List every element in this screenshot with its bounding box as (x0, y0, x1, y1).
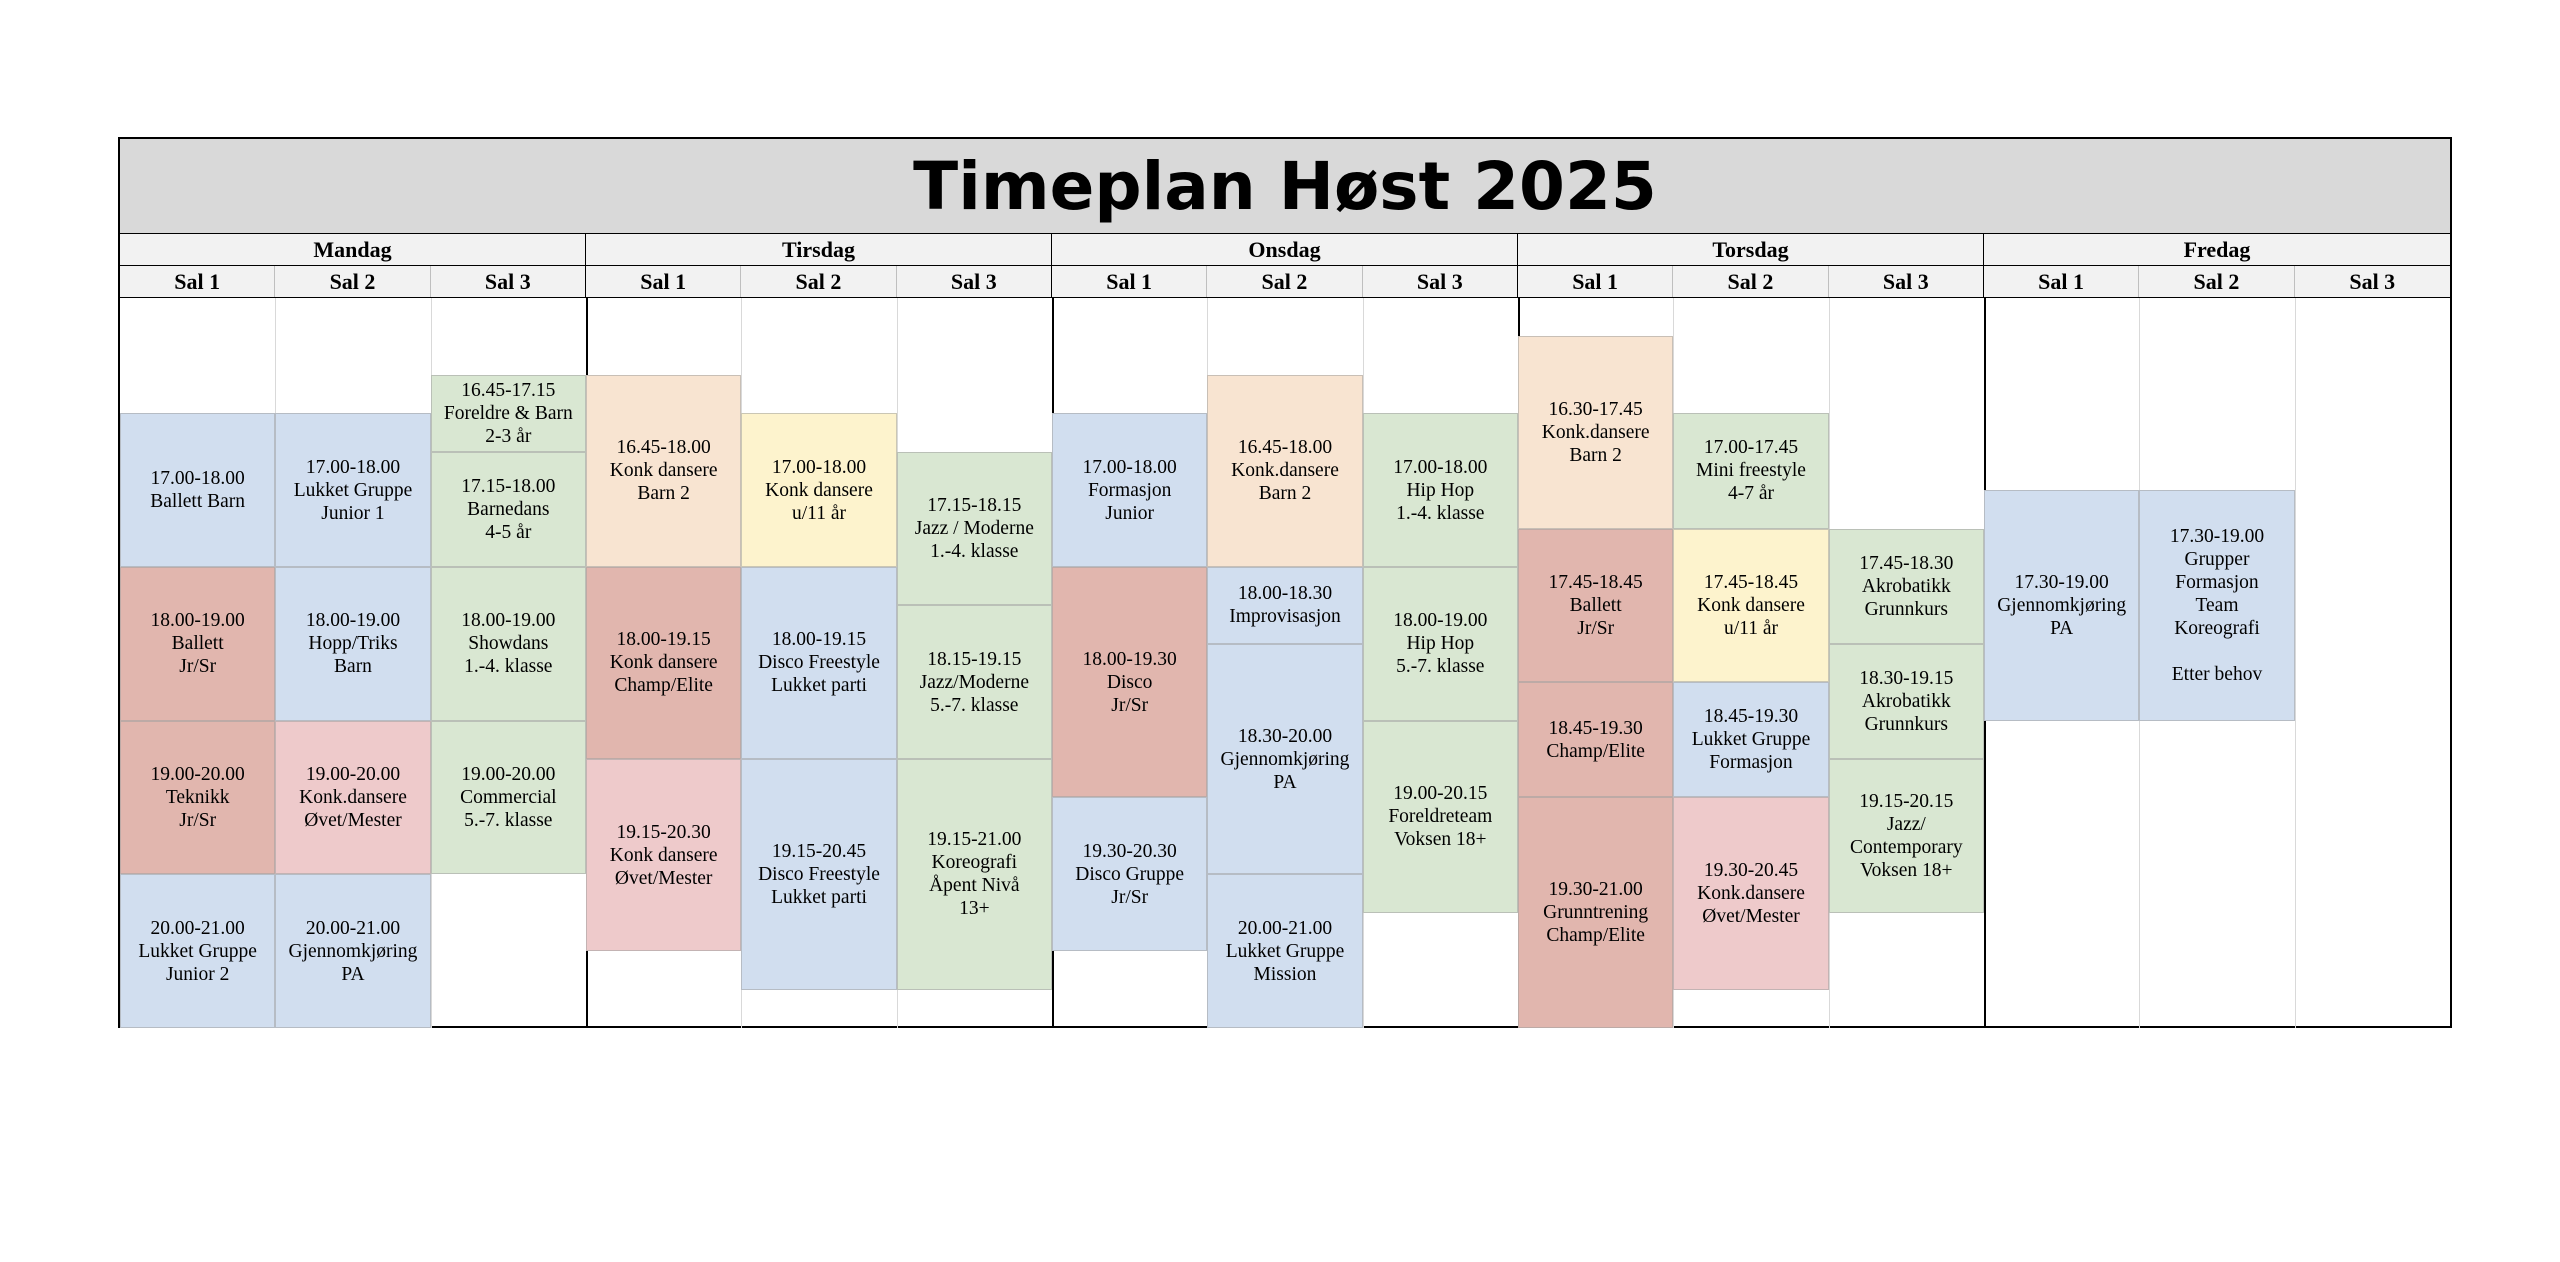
room-header-onsdag-sal-3: Sal 3 (1363, 266, 1518, 297)
class-slot-torsdag-sal-2: 18.45-19.30 Lukket Gruppe Formasjon (1673, 682, 1828, 797)
room-header-fredag-sal-3: Sal 3 (2295, 266, 2450, 297)
room-header-tirsdag-sal-2: Sal 2 (741, 266, 896, 297)
timetable-sheet (118, 137, 2452, 1028)
room-header-tirsdag-sal-3: Sal 3 (897, 266, 1052, 297)
class-slot-mandag-sal-2: 19.00-20.00 Konk.dansere Øvet/Mester (275, 721, 430, 875)
class-slot-tirsdag-sal-2: 17.00-18.00 Konk dansere u/11 år (741, 413, 896, 567)
day-header-fredag: Fredag (1984, 234, 2450, 265)
room-header-fredag-sal-1: Sal 1 (1984, 266, 2139, 297)
class-slot-onsdag-sal-1: 18.00-19.30 Disco Jr/Sr (1052, 567, 1207, 798)
room-header-fredag-sal-2: Sal 2 (2139, 266, 2294, 297)
column-divider (2295, 298, 2296, 1028)
class-slot-torsdag-sal-2: 17.45-18.45 Konk dansere u/11 år (1673, 529, 1828, 683)
schedule-grid (120, 298, 2450, 1028)
day-header-onsdag: Onsdag (1052, 234, 1518, 265)
class-slot-mandag-sal-1: 18.00-19.00 Ballett Jr/Sr (120, 567, 275, 721)
day-header-row (120, 234, 2450, 266)
class-slot-torsdag-sal-3: 18.30-19.15 Akrobatikk Grunnkurs (1829, 644, 1984, 759)
class-slot-mandag-sal-3: 18.00-19.00 Showdans 1.-4. klasse (431, 567, 586, 721)
class-slot-onsdag-sal-3: 18.00-19.00 Hip Hop 5.-7. klasse (1363, 567, 1518, 721)
class-slot-onsdag-sal-2: 18.00-18.30 Improvisasjon (1207, 567, 1362, 644)
room-header-mandag-sal-3: Sal 3 (431, 266, 586, 297)
class-slot-torsdag-sal-1: 17.45-18.45 Ballett Jr/Sr (1518, 529, 1673, 683)
class-slot-mandag-sal-1: 20.00-21.00 Lukket Gruppe Junior 2 (120, 874, 275, 1028)
class-slot-tirsdag-sal-1: 19.15-20.30 Konk dansere Øvet/Mester (586, 759, 741, 951)
room-header-torsdag-sal-2: Sal 2 (1673, 266, 1828, 297)
class-slot-onsdag-sal-2: 20.00-21.00 Lukket Gruppe Mission (1207, 874, 1362, 1028)
room-header-onsdag-sal-2: Sal 2 (1207, 266, 1362, 297)
class-slot-mandag-sal-3: 17.15-18.00 Barnedans 4-5 år (431, 452, 586, 567)
class-slot-torsdag-sal-3: 17.45-18.30 Akrobatikk Grunnkurs (1829, 529, 1984, 644)
room-header-mandag-sal-1: Sal 1 (120, 266, 275, 297)
class-slot-torsdag-sal-1: 18.45-19.30 Champ/Elite (1518, 682, 1673, 797)
room-header-row (120, 266, 2450, 298)
class-slot-tirsdag-sal-1: 18.00-19.15 Konk dansere Champ/Elite (586, 567, 741, 759)
class-slot-onsdag-sal-2: 16.45-18.00 Konk.dansere Barn 2 (1207, 375, 1362, 567)
class-slot-mandag-sal-1: 17.00-18.00 Ballett Barn (120, 413, 275, 567)
class-slot-tirsdag-sal-3: 19.15-21.00 Koreografi Åpent Nivå 13+ (897, 759, 1052, 990)
day-header-torsdag: Torsdag (1518, 234, 1984, 265)
class-slot-tirsdag-sal-2: 18.00-19.15 Disco Freestyle Lukket parti (741, 567, 896, 759)
class-slot-torsdag-sal-2: 19.30-20.45 Konk.dansere Øvet/Mester (1673, 797, 1828, 989)
class-slot-mandag-sal-3: 16.45-17.15 Foreldre & Barn 2-3 år (431, 375, 586, 452)
class-slot-torsdag-sal-1: 16.30-17.45 Konk.dansere Barn 2 (1518, 336, 1673, 528)
room-header-torsdag-sal-3: Sal 3 (1829, 266, 1984, 297)
class-slot-fredag-sal-1: 17.30-19.00 Gjennomkjøring PA (1984, 490, 2139, 721)
class-slot-torsdag-sal-3: 19.15-20.15 Jazz/ Contemporary Voksen 18+ (1829, 759, 1984, 913)
class-slot-mandag-sal-2: 17.00-18.00 Lukket Gruppe Junior 1 (275, 413, 430, 567)
title-bar (120, 139, 2450, 234)
class-slot-mandag-sal-1: 19.00-20.00 Teknikk Jr/Sr (120, 721, 275, 875)
class-slot-tirsdag-sal-2: 19.15-20.45 Disco Freestyle Lukket parti (741, 759, 896, 990)
room-header-tirsdag-sal-1: Sal 1 (586, 266, 741, 297)
class-slot-onsdag-sal-1: 17.00-18.00 Formasjon Junior (1052, 413, 1207, 567)
class-slot-tirsdag-sal-3: 17.15-18.15 Jazz / Moderne 1.-4. klasse (897, 452, 1052, 606)
day-header-tirsdag: Tirsdag (586, 234, 1052, 265)
page-title: Timeplan Høst 2025 (913, 147, 1657, 225)
class-slot-fredag-sal-2: 17.30-19.00 Grupper Formasjon Team Koreografi Etter behov (2139, 490, 2294, 721)
class-slot-mandag-sal-2: 20.00-21.00 Gjennomkjøring PA (275, 874, 430, 1028)
class-slot-torsdag-sal-1: 19.30-21.00 Grunntrening Champ/Elite (1518, 797, 1673, 1028)
class-slot-mandag-sal-3: 19.00-20.00 Commercial 5.-7. klasse (431, 721, 586, 875)
class-slot-tirsdag-sal-3: 18.15-19.15 Jazz/Moderne 5.-7. klasse (897, 605, 1052, 759)
room-header-torsdag-sal-1: Sal 1 (1518, 266, 1673, 297)
class-slot-mandag-sal-2: 18.00-19.00 Hopp/Triks Barn (275, 567, 430, 721)
class-slot-onsdag-sal-1: 19.30-20.30 Disco Gruppe Jr/Sr (1052, 797, 1207, 951)
class-slot-onsdag-sal-2: 18.30-20.00 Gjennomkjøring PA (1207, 644, 1362, 875)
class-slot-onsdag-sal-3: 19.00-20.15 Foreldreteam Voksen 18+ (1363, 721, 1518, 913)
class-slot-tirsdag-sal-1: 16.45-18.00 Konk dansere Barn 2 (586, 375, 741, 567)
room-header-mandag-sal-2: Sal 2 (275, 266, 430, 297)
day-header-mandag: Mandag (120, 234, 586, 265)
room-header-onsdag-sal-1: Sal 1 (1052, 266, 1207, 297)
class-slot-onsdag-sal-3: 17.00-18.00 Hip Hop 1.-4. klasse (1363, 413, 1518, 567)
class-slot-torsdag-sal-2: 17.00-17.45 Mini freestyle 4-7 år (1673, 413, 1828, 528)
